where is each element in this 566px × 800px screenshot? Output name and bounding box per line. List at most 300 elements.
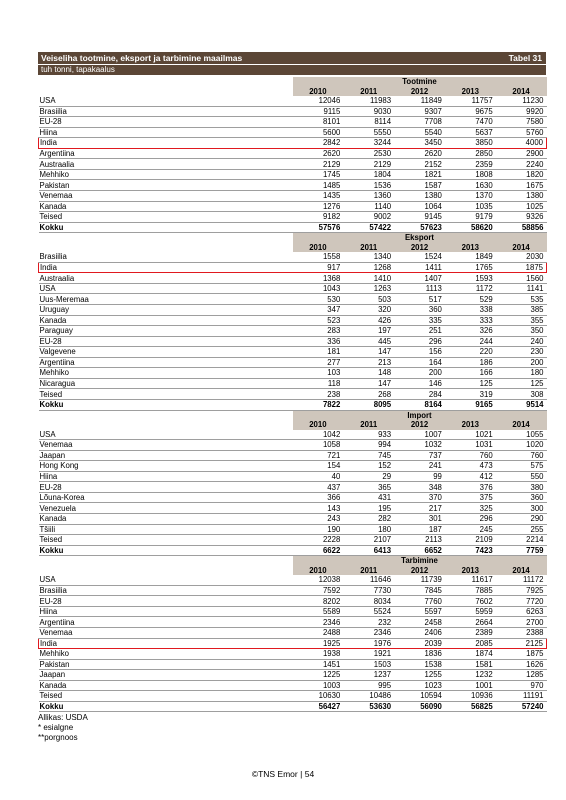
value-cell: 431 bbox=[343, 492, 394, 503]
value-cell: 385 bbox=[496, 305, 547, 316]
value-cell: 1113 bbox=[394, 283, 445, 294]
value-cell: 1380 bbox=[496, 191, 547, 202]
table-row bbox=[39, 524, 547, 535]
table-row bbox=[39, 691, 547, 702]
value-cell: 11191 bbox=[496, 691, 547, 702]
country-name: USA bbox=[39, 96, 293, 106]
value-cell: 143 bbox=[293, 503, 344, 514]
year-header: 2012 bbox=[394, 420, 445, 430]
value-cell: 2406 bbox=[394, 627, 445, 638]
value-cell: 1340 bbox=[343, 252, 394, 262]
table-row bbox=[39, 606, 547, 617]
value-cell: 180 bbox=[343, 524, 394, 535]
value-cell: 7708 bbox=[394, 117, 445, 128]
country-name: Pakistan bbox=[39, 659, 293, 670]
value-cell: 1874 bbox=[445, 649, 496, 660]
preliminary-note: * esialgne bbox=[38, 722, 74, 732]
value-cell: 1370 bbox=[445, 191, 496, 202]
value-cell: 473 bbox=[445, 461, 496, 472]
total-value-cell: 7822 bbox=[293, 399, 344, 410]
total-row bbox=[39, 399, 547, 410]
year-header: 2014 bbox=[496, 243, 547, 253]
table-row bbox=[39, 430, 547, 440]
total-value-cell: 57422 bbox=[343, 222, 394, 233]
value-cell: 7845 bbox=[394, 585, 445, 596]
value-cell: 437 bbox=[293, 482, 344, 493]
value-cell: 1001 bbox=[445, 680, 496, 691]
value-cell: 503 bbox=[343, 294, 394, 305]
value-cell: 5550 bbox=[343, 127, 394, 138]
value-cell: 300 bbox=[496, 503, 547, 514]
value-cell: 2620 bbox=[293, 148, 344, 159]
value-cell: 11617 bbox=[445, 575, 496, 585]
value-cell: 360 bbox=[394, 305, 445, 316]
value-cell: 1808 bbox=[445, 169, 496, 180]
total-value-cell: 56090 bbox=[394, 701, 445, 712]
value-cell: 1035 bbox=[445, 201, 496, 212]
value-cell: 156 bbox=[394, 347, 445, 358]
year-header: 2011 bbox=[343, 566, 394, 576]
table-row bbox=[39, 627, 547, 638]
year-header-row bbox=[39, 87, 547, 97]
value-cell: 1538 bbox=[394, 659, 445, 670]
value-cell: 147 bbox=[343, 378, 394, 389]
total-label: Kokku bbox=[39, 222, 293, 233]
value-cell: 2214 bbox=[496, 535, 547, 546]
value-cell: 1003 bbox=[293, 680, 344, 691]
country-name: Mehhiko bbox=[39, 649, 293, 660]
value-cell: 2039 bbox=[394, 638, 445, 649]
year-header: 2010 bbox=[293, 87, 344, 97]
value-cell: 10630 bbox=[293, 691, 344, 702]
forecast-note: **porgnoos bbox=[38, 732, 78, 742]
table-row bbox=[39, 670, 547, 681]
section-title: Tootmine bbox=[293, 77, 547, 87]
total-value-cell: 9514 bbox=[496, 399, 547, 410]
value-cell: 517 bbox=[394, 294, 445, 305]
value-cell: 277 bbox=[293, 357, 344, 368]
value-cell: 1255 bbox=[394, 670, 445, 681]
value-cell: 995 bbox=[343, 680, 394, 691]
country-name: Argentiina bbox=[39, 617, 293, 628]
value-cell: 8202 bbox=[293, 596, 344, 607]
total-row bbox=[39, 222, 547, 233]
value-cell: 1055 bbox=[496, 430, 547, 440]
source-note: Allikas: USDA bbox=[38, 713, 88, 723]
country-name: Teised bbox=[39, 535, 293, 546]
value-cell: 154 bbox=[293, 461, 344, 472]
value-cell: 195 bbox=[343, 503, 394, 514]
value-cell: 2458 bbox=[394, 617, 445, 628]
value-cell: 1058 bbox=[293, 440, 344, 451]
value-cell: 180 bbox=[496, 368, 547, 379]
value-cell: 2113 bbox=[394, 535, 445, 546]
value-cell: 148 bbox=[343, 368, 394, 379]
total-value-cell: 53630 bbox=[343, 701, 394, 712]
year-header-row bbox=[39, 566, 547, 576]
total-value-cell: 58856 bbox=[496, 222, 547, 233]
value-cell: 241 bbox=[394, 461, 445, 472]
value-cell: 152 bbox=[343, 461, 394, 472]
value-cell: 245 bbox=[445, 524, 496, 535]
year-spacer bbox=[39, 87, 293, 97]
country-name: Kanada bbox=[39, 201, 293, 212]
value-cell: 2359 bbox=[445, 159, 496, 170]
value-cell: 9675 bbox=[445, 106, 496, 117]
country-name: Brasiilia bbox=[39, 585, 293, 596]
table-row bbox=[39, 273, 547, 284]
value-cell: 11739 bbox=[394, 575, 445, 585]
page-number: 54 bbox=[304, 769, 315, 779]
section-header-row bbox=[39, 410, 547, 420]
notes bbox=[38, 713, 546, 742]
value-cell: 1007 bbox=[394, 430, 445, 440]
value-cell: 2109 bbox=[445, 535, 496, 546]
value-cell: 2346 bbox=[343, 627, 394, 638]
section-spacer bbox=[39, 556, 293, 566]
total-row bbox=[39, 701, 547, 712]
value-cell: 1765 bbox=[445, 262, 496, 273]
value-cell: 8114 bbox=[343, 117, 394, 128]
value-cell: 2125 bbox=[496, 638, 547, 649]
year-header: 2011 bbox=[343, 243, 394, 253]
value-cell: 9920 bbox=[496, 106, 547, 117]
value-cell: 1587 bbox=[394, 180, 445, 191]
value-cell: 2388 bbox=[496, 627, 547, 638]
value-cell: 412 bbox=[445, 471, 496, 482]
value-cell: 1836 bbox=[394, 649, 445, 660]
value-cell: 360 bbox=[496, 492, 547, 503]
table-row bbox=[39, 347, 547, 358]
value-cell: 1042 bbox=[293, 430, 344, 440]
value-cell: 366 bbox=[293, 492, 344, 503]
value-cell: 29 bbox=[343, 471, 394, 482]
value-cell: 9002 bbox=[343, 212, 394, 223]
table-row bbox=[39, 482, 547, 493]
value-cell: 2900 bbox=[496, 148, 547, 159]
title-bar bbox=[38, 52, 546, 64]
year-header: 2014 bbox=[496, 566, 547, 576]
value-cell: 7730 bbox=[343, 585, 394, 596]
value-cell: 1485 bbox=[293, 180, 344, 191]
value-cell: 282 bbox=[343, 513, 394, 524]
table-row bbox=[39, 315, 547, 326]
value-cell: 240 bbox=[496, 336, 547, 347]
value-cell: 10594 bbox=[394, 691, 445, 702]
total-value-cell: 57623 bbox=[394, 222, 445, 233]
value-cell: 10936 bbox=[445, 691, 496, 702]
total-value-cell: 8095 bbox=[343, 399, 394, 410]
table-row bbox=[39, 96, 547, 106]
year-header: 2010 bbox=[293, 420, 344, 430]
value-cell: 1524 bbox=[394, 252, 445, 262]
table-title: Veiseliha tootmine, eksport ja tarbimine maailmas bbox=[41, 53, 243, 63]
value-cell: 3244 bbox=[343, 138, 394, 149]
value-cell: 1023 bbox=[394, 680, 445, 691]
section-header-row bbox=[39, 556, 547, 566]
table-row bbox=[39, 127, 547, 138]
value-cell: 284 bbox=[394, 389, 445, 400]
country-name: Argentiina bbox=[39, 357, 293, 368]
value-cell: 1503 bbox=[343, 659, 394, 670]
value-cell: 244 bbox=[445, 336, 496, 347]
value-cell: 5589 bbox=[293, 606, 344, 617]
table-row bbox=[39, 180, 547, 191]
table-row bbox=[39, 617, 547, 628]
page-footer bbox=[0, 769, 566, 779]
value-cell: 1626 bbox=[496, 659, 547, 670]
value-cell: 7925 bbox=[496, 585, 547, 596]
section-spacer bbox=[39, 233, 293, 243]
country-name: EU-28 bbox=[39, 482, 293, 493]
value-cell: 380 bbox=[496, 482, 547, 493]
value-cell: 970 bbox=[496, 680, 547, 691]
value-cell: 7470 bbox=[445, 117, 496, 128]
year-header-row bbox=[39, 420, 547, 430]
country-name: India bbox=[39, 262, 293, 273]
value-cell: 5540 bbox=[394, 127, 445, 138]
country-name: Venezuela bbox=[39, 503, 293, 514]
value-cell: 283 bbox=[293, 326, 344, 337]
value-cell: 1232 bbox=[445, 670, 496, 681]
value-cell: 1675 bbox=[496, 180, 547, 191]
value-cell: 99 bbox=[394, 471, 445, 482]
value-cell: 213 bbox=[343, 357, 394, 368]
value-cell: 2030 bbox=[496, 252, 547, 262]
country-name: Teised bbox=[39, 212, 293, 223]
value-cell: 1435 bbox=[293, 191, 344, 202]
total-value-cell: 7759 bbox=[496, 545, 547, 556]
value-cell: 325 bbox=[445, 503, 496, 514]
value-cell: 2530 bbox=[343, 148, 394, 159]
value-cell: 365 bbox=[343, 482, 394, 493]
table-row bbox=[39, 191, 547, 202]
value-cell: 917 bbox=[293, 262, 344, 273]
value-cell: 1031 bbox=[445, 440, 496, 451]
table-row bbox=[39, 148, 547, 159]
country-name: Hong Kong bbox=[39, 461, 293, 472]
value-cell: 338 bbox=[445, 305, 496, 316]
value-cell: 2842 bbox=[293, 138, 344, 149]
table-row bbox=[39, 659, 547, 670]
value-cell: 7885 bbox=[445, 585, 496, 596]
value-cell: 348 bbox=[394, 482, 445, 493]
total-label: Kokku bbox=[39, 545, 293, 556]
total-value-cell: 56825 bbox=[445, 701, 496, 712]
value-cell: 1820 bbox=[496, 169, 547, 180]
value-cell: 11849 bbox=[394, 96, 445, 106]
footer-publisher: ©TNS Emor bbox=[251, 769, 298, 779]
table-row bbox=[39, 117, 547, 128]
value-cell: 1581 bbox=[445, 659, 496, 670]
value-cell: 1172 bbox=[445, 283, 496, 294]
section-title: Import bbox=[293, 410, 547, 420]
table-row bbox=[39, 357, 547, 368]
value-cell: 1276 bbox=[293, 201, 344, 212]
total-value-cell: 6413 bbox=[343, 545, 394, 556]
table-row bbox=[39, 585, 547, 596]
total-label: Kokku bbox=[39, 701, 293, 712]
year-header: 2014 bbox=[496, 420, 547, 430]
section-spacer bbox=[39, 410, 293, 420]
value-cell: 7580 bbox=[496, 117, 547, 128]
value-cell: 1875 bbox=[496, 649, 547, 660]
value-cell: 103 bbox=[293, 368, 344, 379]
value-cell: 2152 bbox=[394, 159, 445, 170]
value-cell: 721 bbox=[293, 450, 344, 461]
value-cell: 350 bbox=[496, 326, 547, 337]
table-row bbox=[39, 252, 547, 262]
value-cell: 125 bbox=[496, 378, 547, 389]
value-cell: 217 bbox=[394, 503, 445, 514]
units-subtitle bbox=[38, 65, 546, 75]
year-spacer bbox=[39, 243, 293, 253]
total-value-cell: 6652 bbox=[394, 545, 445, 556]
total-value-cell: 56427 bbox=[293, 701, 344, 712]
table-row bbox=[39, 389, 547, 400]
table-row bbox=[39, 535, 547, 546]
country-name: Hiina bbox=[39, 471, 293, 482]
value-cell: 181 bbox=[293, 347, 344, 358]
value-cell: 2850 bbox=[445, 148, 496, 159]
value-cell: 7592 bbox=[293, 585, 344, 596]
value-cell: 2129 bbox=[293, 159, 344, 170]
country-name: Lõuna-Korea bbox=[39, 492, 293, 503]
value-cell: 760 bbox=[445, 450, 496, 461]
value-cell: 523 bbox=[293, 315, 344, 326]
value-cell: 1268 bbox=[343, 262, 394, 273]
value-cell: 535 bbox=[496, 294, 547, 305]
value-cell: 125 bbox=[445, 378, 496, 389]
value-cell: 1285 bbox=[496, 670, 547, 681]
total-row bbox=[39, 545, 547, 556]
total-value-cell: 9165 bbox=[445, 399, 496, 410]
year-header: 2013 bbox=[445, 87, 496, 97]
value-cell: 319 bbox=[445, 389, 496, 400]
value-cell: 376 bbox=[445, 482, 496, 493]
footer-separator: | bbox=[300, 769, 303, 779]
value-cell: 11757 bbox=[445, 96, 496, 106]
value-cell: 2228 bbox=[293, 535, 344, 546]
value-cell: 1938 bbox=[293, 649, 344, 660]
country-name: USA bbox=[39, 430, 293, 440]
value-cell: 550 bbox=[496, 471, 547, 482]
value-cell: 6263 bbox=[496, 606, 547, 617]
year-spacer bbox=[39, 420, 293, 430]
value-cell: 5597 bbox=[394, 606, 445, 617]
highlighted-table-row bbox=[39, 262, 547, 273]
section-title: Eksport bbox=[293, 233, 547, 243]
value-cell: 5600 bbox=[293, 127, 344, 138]
table-row bbox=[39, 492, 547, 503]
country-name: Jaapan bbox=[39, 670, 293, 681]
value-cell: 2664 bbox=[445, 617, 496, 628]
year-header: 2012 bbox=[394, 566, 445, 576]
table-row bbox=[39, 294, 547, 305]
year-header: 2013 bbox=[445, 420, 496, 430]
value-cell: 11983 bbox=[343, 96, 394, 106]
value-cell: 220 bbox=[445, 347, 496, 358]
value-cell: 1225 bbox=[293, 670, 344, 681]
highlighted-table-row bbox=[39, 138, 547, 149]
table-row bbox=[39, 283, 547, 294]
table-row bbox=[39, 336, 547, 347]
value-cell: 2129 bbox=[343, 159, 394, 170]
value-cell: 4000 bbox=[496, 138, 547, 149]
value-cell: 2700 bbox=[496, 617, 547, 628]
value-cell: 760 bbox=[496, 450, 547, 461]
country-name: EU-28 bbox=[39, 336, 293, 347]
country-name: Hiina bbox=[39, 606, 293, 617]
value-cell: 308 bbox=[496, 389, 547, 400]
value-cell: 529 bbox=[445, 294, 496, 305]
value-cell: 355 bbox=[496, 315, 547, 326]
value-cell: 1560 bbox=[496, 273, 547, 284]
year-header: 2013 bbox=[445, 566, 496, 576]
value-cell: 9179 bbox=[445, 212, 496, 223]
year-header: 2012 bbox=[394, 87, 445, 97]
year-header-row bbox=[39, 243, 547, 253]
total-value-cell: 6622 bbox=[293, 545, 344, 556]
year-header: 2011 bbox=[343, 420, 394, 430]
value-cell: 11172 bbox=[496, 575, 547, 585]
value-cell: 7760 bbox=[394, 596, 445, 607]
value-cell: 238 bbox=[293, 389, 344, 400]
value-cell: 5760 bbox=[496, 127, 547, 138]
value-cell: 186 bbox=[445, 357, 496, 368]
country-name: EU-28 bbox=[39, 117, 293, 128]
table-row bbox=[39, 596, 547, 607]
year-header: 2014 bbox=[496, 87, 547, 97]
country-name: Argentiina bbox=[39, 148, 293, 159]
table-row bbox=[39, 680, 547, 691]
country-name: Kanada bbox=[39, 315, 293, 326]
value-cell: 1064 bbox=[394, 201, 445, 212]
country-name: Brasiilia bbox=[39, 106, 293, 117]
highlighted-table-row bbox=[39, 638, 547, 649]
section-header-row bbox=[39, 233, 547, 243]
year-header: 2013 bbox=[445, 243, 496, 253]
country-name: India bbox=[39, 638, 293, 649]
value-cell: 9326 bbox=[496, 212, 547, 223]
value-cell: 1921 bbox=[343, 649, 394, 660]
value-cell: 994 bbox=[343, 440, 394, 451]
country-name: Valgevene bbox=[39, 347, 293, 358]
country-name: EU-28 bbox=[39, 596, 293, 607]
value-cell: 1237 bbox=[343, 670, 394, 681]
value-cell: 251 bbox=[394, 326, 445, 337]
value-cell: 187 bbox=[394, 524, 445, 535]
table-row bbox=[39, 159, 547, 170]
year-spacer bbox=[39, 566, 293, 576]
value-cell: 2620 bbox=[394, 148, 445, 159]
country-name: Paraguay bbox=[39, 326, 293, 337]
value-cell: 426 bbox=[343, 315, 394, 326]
country-name: USA bbox=[39, 575, 293, 585]
value-cell: 1536 bbox=[343, 180, 394, 191]
country-name: India bbox=[39, 138, 293, 149]
table-row bbox=[39, 368, 547, 379]
value-cell: 1043 bbox=[293, 283, 344, 294]
value-cell: 347 bbox=[293, 305, 344, 316]
country-name: Mehhiko bbox=[39, 368, 293, 379]
value-cell: 2107 bbox=[343, 535, 394, 546]
value-cell: 1407 bbox=[394, 273, 445, 284]
value-cell: 1025 bbox=[496, 201, 547, 212]
table-row bbox=[39, 649, 547, 660]
value-cell: 230 bbox=[496, 347, 547, 358]
country-name: Teised bbox=[39, 389, 293, 400]
